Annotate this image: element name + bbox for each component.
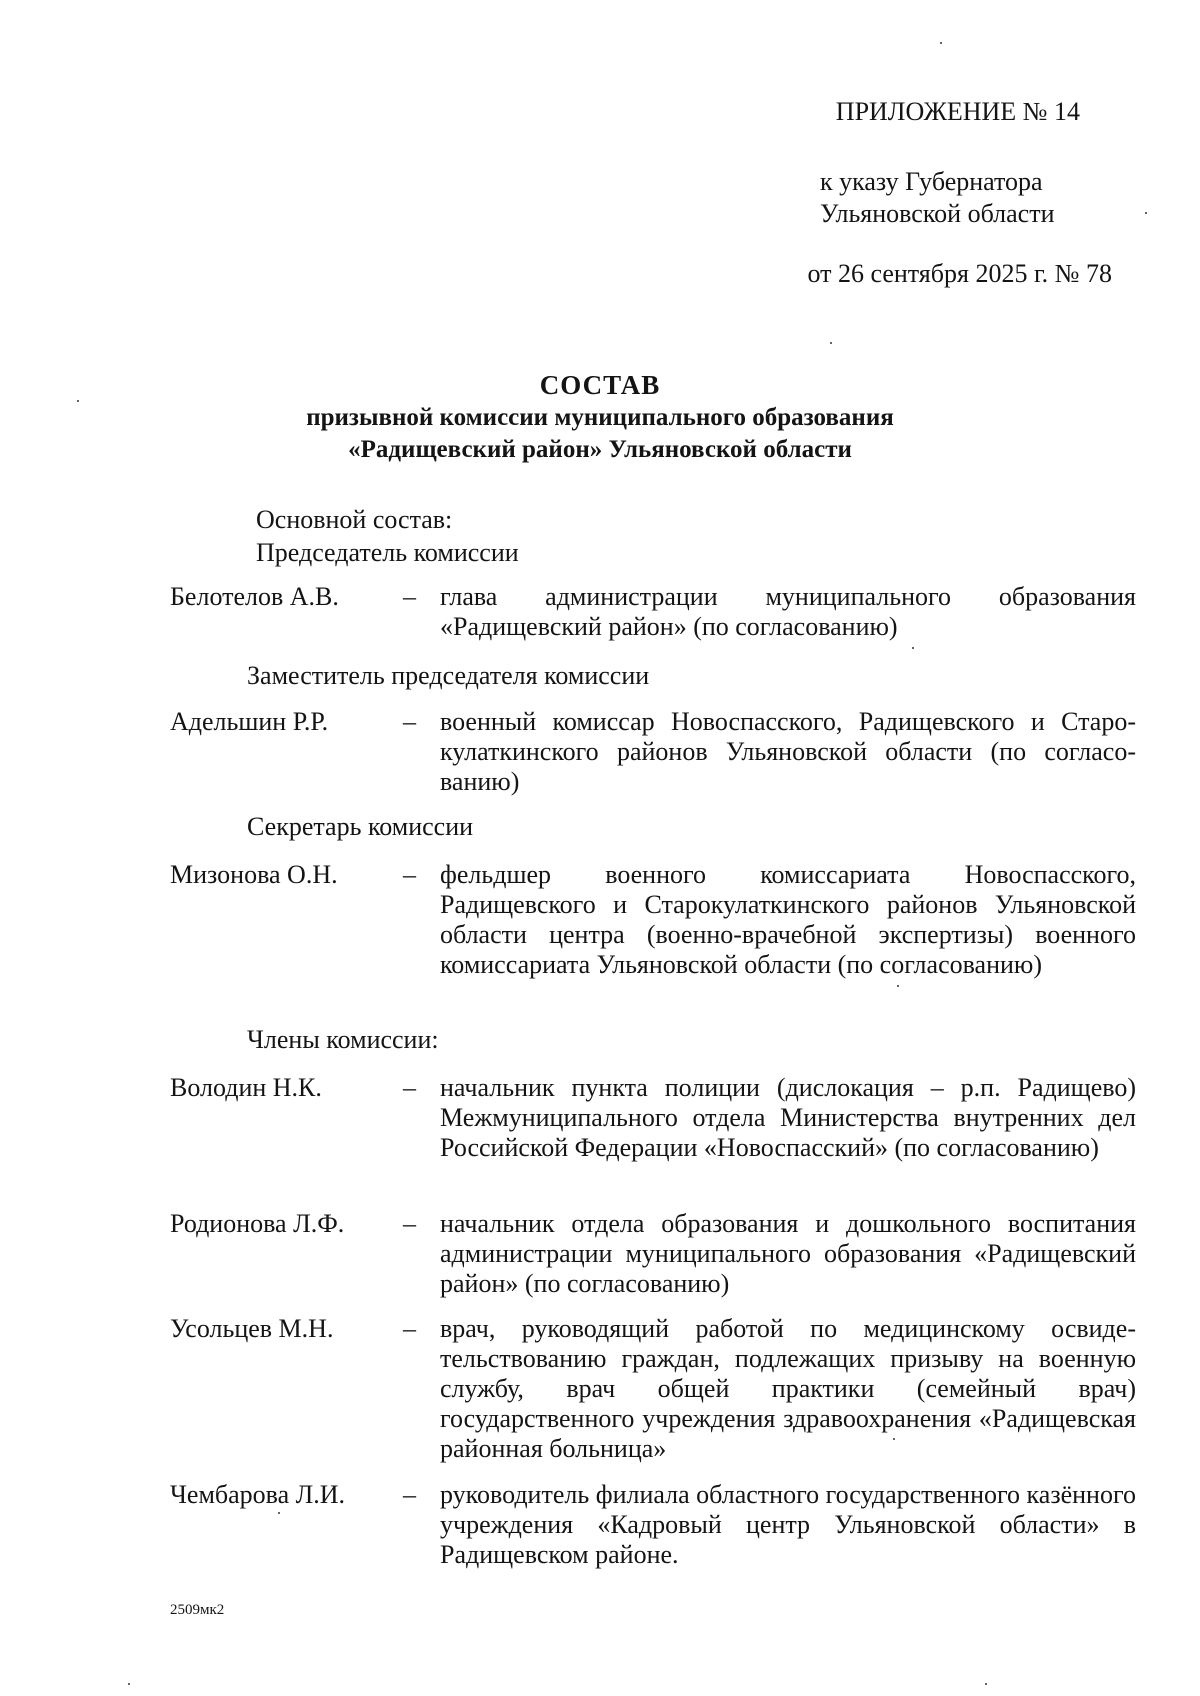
scan-speck (278, 1512, 280, 1514)
member-dash: – (403, 1480, 416, 1509)
decree-region: Ульяновской области (820, 199, 1055, 228)
section-main-composition: Основной состав: (256, 505, 453, 534)
member-dash: – (403, 860, 416, 889)
scan-speck (897, 985, 899, 987)
scan-speck (77, 400, 79, 402)
scan-speck (940, 42, 942, 44)
section-chair: Председатель комиссии (256, 538, 519, 567)
member-description: военный комиссар Новоспасского, Радищевского и Старокулаткинского районов Ульяновской области (по согласованию) (440, 707, 1136, 796)
section-secretary: Секретарь комиссии (247, 812, 474, 841)
title-block (0, 368, 1200, 466)
member-name: Чембарова Л.И. (170, 1480, 346, 1509)
appendix-number: ПРИЛОЖЕНИЕ № 14 (835, 97, 1080, 126)
member-description: фельдшер военного комиссариата Новоспасского, Радищевского и Старокулаткинского районов Ульяновской области центра (военно-врачебной экспертизы) военного комиссариата Ульяновской области (по согласованию) (440, 860, 1136, 979)
member-dash: – (403, 1073, 416, 1102)
member-description: глава администрации муниципального образования «Радищевский район» (по согласованию) (440, 582, 1136, 641)
member-description: врач, руководящий работой по медицинскому освидетельствованию граждан, подлежащих призыву на военную службу, врач общей практики (семейный врач) государственного учреждения здравоохранения «Радищевская районная больница» (440, 1314, 1136, 1463)
document-subtitle-line-1: призывной комиссии муниципального образования (306, 404, 894, 431)
document-code: 2509мк2 (170, 1602, 225, 1618)
scan-speck (128, 1683, 130, 1685)
scan-speck (830, 342, 832, 344)
section-members: Члены комиссии: (247, 1025, 439, 1054)
document-subtitle-line-2: «Радищевский район» Ульяновской области (348, 436, 852, 463)
scan-speck (912, 647, 914, 649)
member-name: Мизонова О.Н. (170, 860, 338, 889)
member-description: начальник пункта полиции (дислокация – р.п. Радищево) Межмуниципального отдела Министерства внутренних дел Российской Федерации «Новоспасский» (по согласованию) (440, 1073, 1136, 1162)
scan-speck (893, 1438, 895, 1440)
member-dash: – (403, 1314, 416, 1343)
scan-speck (1145, 212, 1147, 214)
decree-reference: к указу Губернатора (820, 167, 1043, 196)
document-title: СОСТАВ (539, 370, 661, 400)
member-dash: – (403, 707, 416, 736)
member-description: начальник отдела образования и дошкольного воспитания администрации муниципального образования «Радищевский район» (по согласованию) (440, 1209, 1136, 1298)
member-dash: – (403, 1209, 416, 1238)
member-name: Белотелов А.В. (170, 582, 339, 611)
member-name: Володин Н.К. (170, 1073, 322, 1102)
member-name: Родионова Л.Ф. (170, 1209, 345, 1238)
member-description: руководитель филиала областного государственного казённого учреждения «Кадровый центр Ульяновской области» в Радищевском районе. (440, 1480, 1136, 1569)
section-deputy: Заместитель председателя комиссии (247, 661, 650, 690)
member-name: Адельшин Р.Р. (170, 707, 329, 736)
scan-speck (985, 1683, 987, 1685)
decree-date: от 26 сентября 2025 г. № 78 (807, 259, 1112, 288)
member-name: Усольцев М.Н. (170, 1314, 334, 1343)
member-dash: – (403, 582, 416, 611)
